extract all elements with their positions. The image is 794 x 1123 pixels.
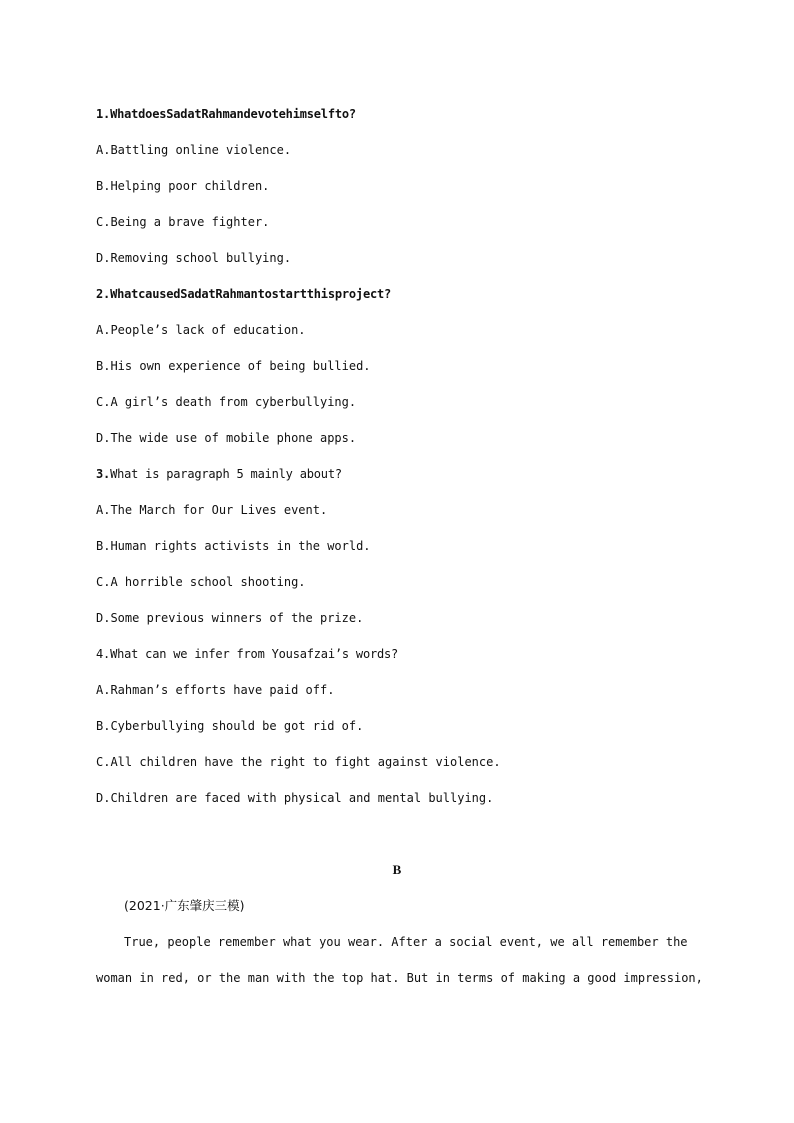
question-3-option-b: B.Human rights activists in the world. (96, 539, 371, 553)
question-2-stem (96, 284, 696, 320)
question-number: 1. (96, 107, 111, 121)
question-text: What is paragraph 5 mainly about? (110, 467, 342, 481)
question-4-stem (96, 644, 696, 680)
question-2-option-b: B.His own experience of being bullied. (96, 359, 371, 373)
question-1-stem (96, 104, 696, 140)
section-heading: B (392, 862, 402, 877)
reading-passage (96, 932, 703, 1004)
question-text: WhatdoesSadatRahmandevotehimselfto? (110, 107, 356, 121)
question-list (96, 104, 696, 824)
question-text: WhatcausedSadatRahmantostartthisproject? (110, 287, 392, 301)
source-note: (2021·广东肇庆三模) (124, 898, 245, 913)
question-1-option-b: B.Helping poor children. (96, 179, 270, 193)
question-1-option-c: C.Being a brave fighter. (96, 215, 270, 229)
question-4-option-d: D.Children are faced with physical and mental bullying. (96, 791, 494, 805)
question-2-option-d: D.The wide use of mobile phone apps. (96, 431, 357, 445)
question-1-option-d: D.Removing school bullying. (96, 251, 292, 265)
question-3-option-c: C.A horrible school shooting. (96, 575, 306, 589)
question-4-option-b: B.Cyberbullying should be got rid of. (96, 719, 364, 733)
question-2-option-c: C.A girl’s death from cyberbullying. (96, 395, 357, 409)
question-3-option-d: D.Some previous winners of the prize. (96, 611, 364, 625)
question-4-option-a: A.Rahman’s efforts have paid off. (96, 683, 335, 697)
question-number: 2. (96, 287, 111, 301)
passage-line-2: woman in red, or the man with the top hat. But in terms of making a good impression, (96, 971, 703, 985)
question-3-option-a: A.The March for Our Lives event. (96, 503, 328, 517)
question-1-option-a: A.Battling online violence. (96, 143, 292, 157)
question-number: 3. (96, 467, 111, 481)
question-number: 4. (96, 647, 111, 661)
passage-line-1: True, people remember what you wear. After a social event, we all remember the (124, 935, 688, 949)
question-text: What can we infer from Yousafzai’s words? (110, 647, 399, 661)
question-3-stem (96, 464, 696, 500)
question-4-option-c: C.All children have the right to fight against violence. (96, 755, 501, 769)
question-2-option-a: A.People’s lack of education. (96, 323, 306, 337)
